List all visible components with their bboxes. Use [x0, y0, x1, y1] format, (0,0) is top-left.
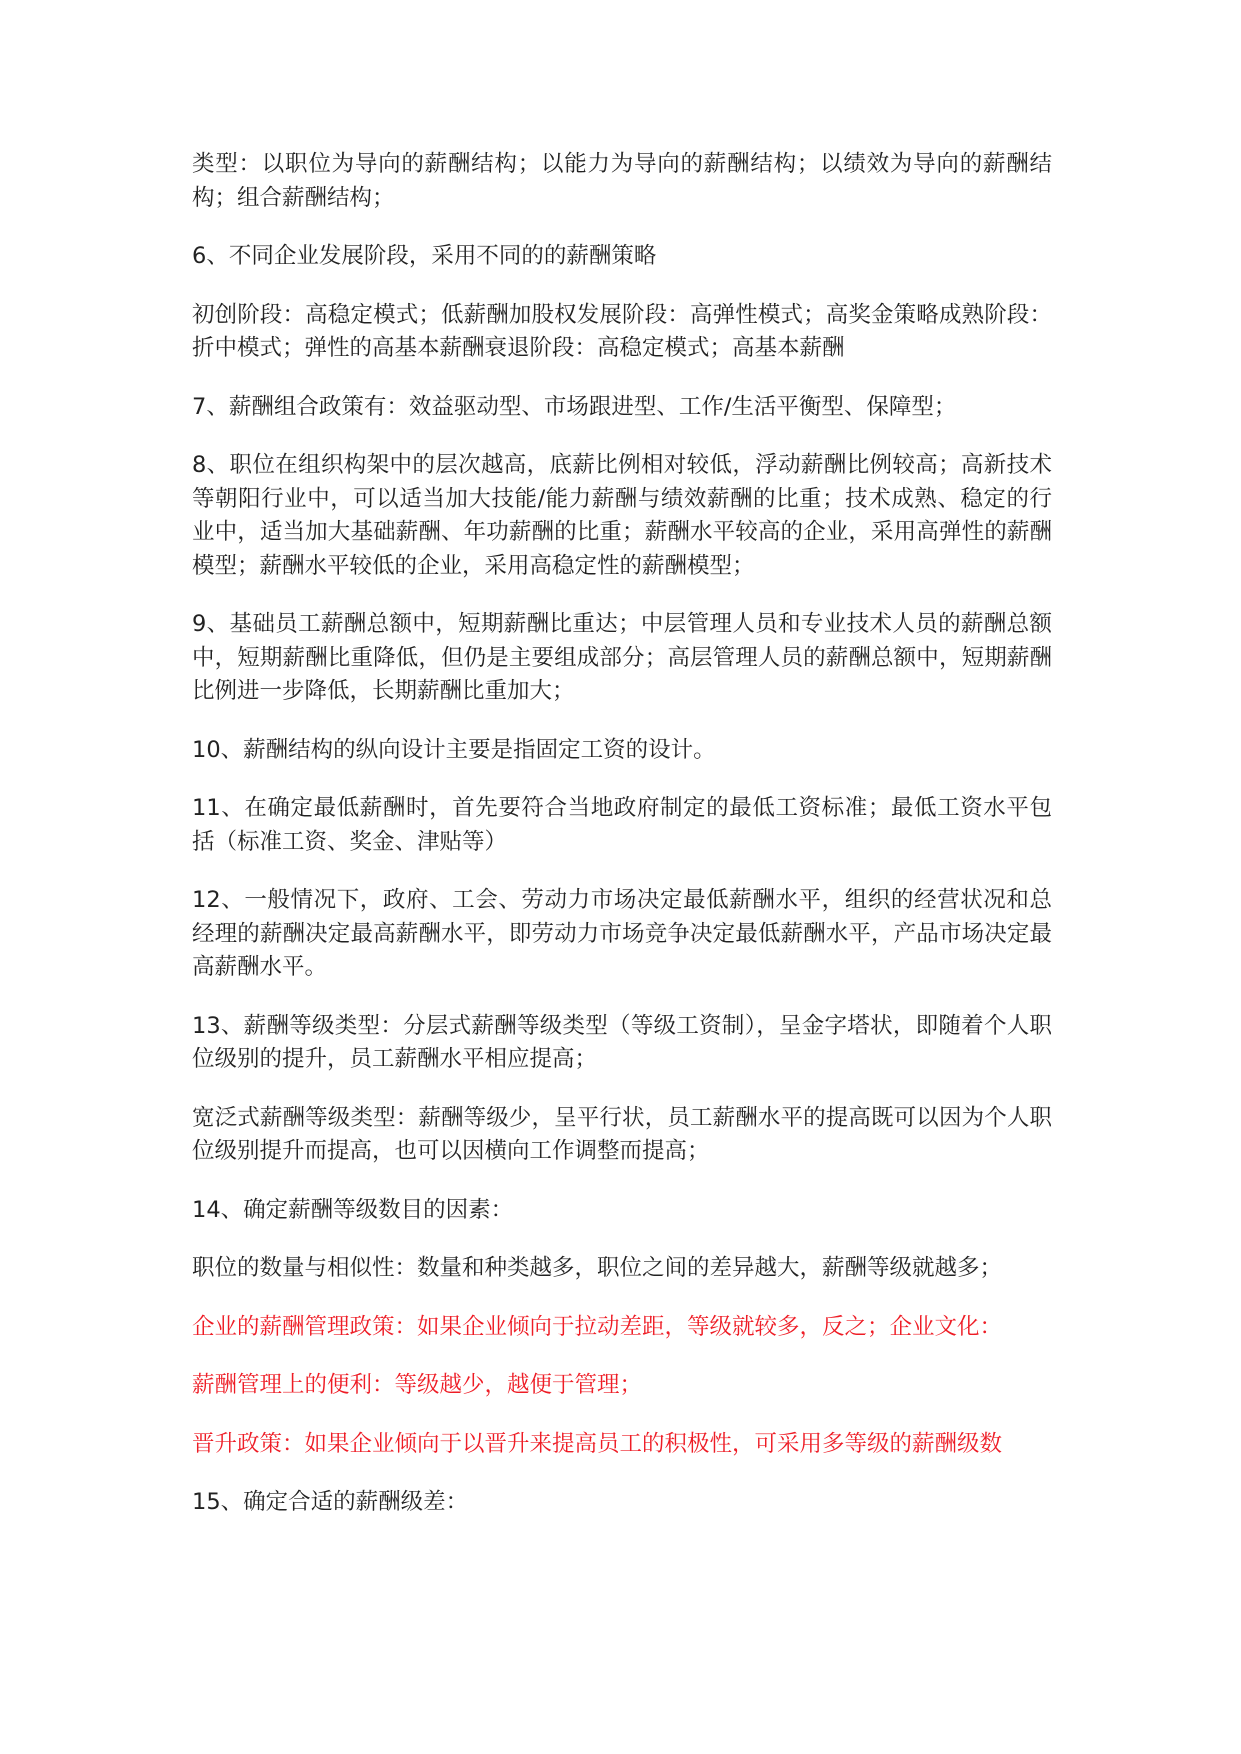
paragraph-item-14: 14、确定薪酬等级数目的因素：: [192, 1196, 514, 1223]
paragraph-item-13: 13、薪酬等级类型：分层式薪酬等级类型（等级工资制），呈金字塔状，即随着个人职位级别的提升，员工薪酬水平相应提高；: [192, 1012, 1052, 1072]
paragraph-broadband-type: 宽泛式薪酬等级类型：薪酬等级少，呈平行状，员工薪酬水平的提高既可以因为个人职位级别提升而提高，也可以因横向工作调整而提高；: [192, 1104, 1052, 1164]
paragraph-item-15: 15、确定合适的薪酬级差：: [192, 1489, 469, 1515]
paragraph-structure-types: 类型：以职位为导向的薪酬结构；以能力为导向的薪酬结构；以绩效为导向的薪酬结构；组合薪酬结构；: [192, 151, 1052, 211]
document-body: [192, 148, 1052, 1545]
paragraph-position-similarity: 职位的数量与相似性：数量和种类越多，职位之间的差异越大，薪酬等级就越多；: [192, 1255, 1003, 1281]
paragraph-promotion-policy-highlight: 晋升政策：如果企业倾向于以晋升来提高员工的积极性，可采用多等级的薪酬级数: [192, 1430, 1003, 1457]
paragraph-item-6: 6、不同企业发展阶段，采用不同的的薪酬策略: [192, 243, 657, 269]
paragraph-item-10: 10、薪酬结构的纵向设计主要是指固定工资的设计。: [192, 736, 716, 763]
paragraph-stage-strategies: 初创阶段：高稳定模式；低薪酬加股权发展阶段：高弹性模式；高奖金策略成熟阶段：折中模式；弹性的高基本薪酬衰退阶段：高稳定模式；高基本薪酬: [192, 301, 1052, 361]
paragraph-management-convenience-highlight: 薪酬管理上的便利：等级越少，越便于管理；: [192, 1372, 643, 1398]
paragraph-item-8: 8、职位在组织构架中的层次越高，底薪比例相对较低，浮动薪酬比例较高；高新技术等朝阳行业中，可以适当加大技能/能力薪酬与绩效薪酬的比重；技术成熟、稳定的行业中，适当加大基础薪酬、年功薪酬的比重；薪酬水平较高的企业，采用高弹性的薪酬模型；薪酬水平较低的企业，采用高稳定性的薪酬模型；: [192, 452, 1052, 579]
paragraph-item-12: 12、一般情况下，政府、工会、劳动力市场决定最低薪酬水平，组织的经营状况和总经理的薪酬决定最高薪酬水平，即劳动力市场竞争决定最低薪酬水平，产品市场决定最高薪酬水平。: [192, 887, 1052, 980]
paragraph-item-7: 7、薪酬组合政策有：效益驱动型、市场跟进型、工作/生活平衡型、保障型；: [192, 393, 957, 420]
paragraph-item-11: 11、在确定最低薪酬时，首先要符合当地政府制定的最低工资标准；最低工资水平包括（标准工资、奖金、津贴等）: [192, 795, 1052, 855]
paragraph-item-9: 9、基础员工薪酬总额中，短期薪酬比重达；中层管理人员和专业技术人员的薪酬总额中，短期薪酬比重降低，但仍是主要组成部分；高层管理人员的薪酬总额中，短期薪酬比例进一步降低，长期薪酬比重加大；: [192, 611, 1052, 704]
paragraph-management-policy-highlight: 企业的薪酬管理政策：如果企业倾向于拉动差距，等级就较多，反之；企业文化：: [192, 1313, 1003, 1340]
